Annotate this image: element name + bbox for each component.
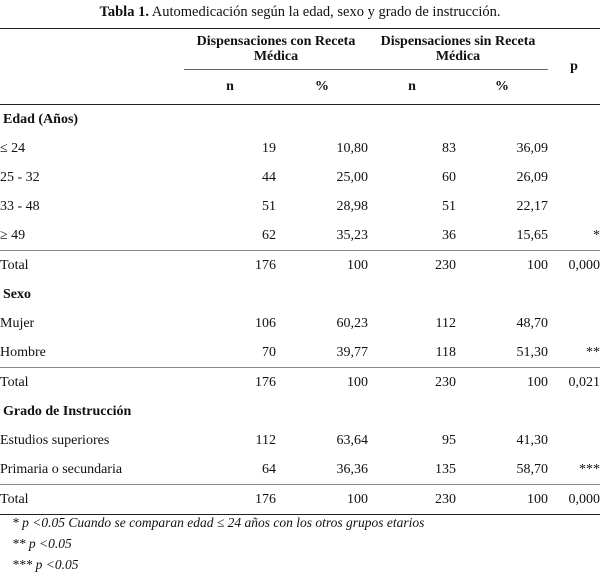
table-title-text: Automedicación según la edad, sexo y grado de instrucción.	[148, 4, 501, 20]
table-row	[0, 134, 600, 163]
table-title	[0, 4, 600, 21]
cell-n1: 112	[255, 432, 276, 448]
cell-n1: 176	[184, 368, 276, 398]
cell-pct2: 51,30	[516, 344, 548, 360]
cell-n1: 176	[184, 485, 276, 515]
table-title-label: Tabla 1.	[99, 4, 149, 20]
footnote-2: ** p <0.05	[12, 536, 72, 551]
cell-pct1: 63,64	[336, 432, 368, 448]
row-label: 33 - 48	[0, 198, 40, 214]
header-n1: n	[184, 70, 276, 105]
cell-pct2: 100	[456, 368, 548, 398]
footnote-1: * p <0.05 Cuando se comparan edad ≤ 24 años con los otros grupos etarios	[12, 515, 425, 530]
table-row-total	[0, 368, 600, 398]
cell-pct2: 41,30	[516, 432, 548, 448]
cell-p	[548, 426, 600, 455]
cell-n2: 112	[435, 315, 456, 331]
cell-p: *	[593, 227, 600, 243]
cell-n1: 44	[262, 169, 276, 185]
header-blank-2	[0, 70, 184, 105]
cell-p	[548, 134, 600, 163]
cell-p	[548, 163, 600, 192]
cell-pct1: 28,98	[336, 198, 368, 214]
row-label: Hombre	[0, 344, 46, 360]
row-label: ≤ 24	[0, 140, 26, 156]
cell-pct1: 100	[276, 251, 368, 281]
cell-n2: 230	[368, 368, 456, 398]
table-row	[0, 455, 600, 485]
cell-n1: 70	[262, 344, 276, 360]
cell-pct1: 100	[276, 368, 368, 398]
cell-pct2: 58,70	[516, 461, 548, 477]
section-title-instruccion: Grado de Instrucción	[3, 403, 132, 419]
section-title-sexo: Sexo	[3, 286, 31, 302]
header-n2: n	[368, 70, 456, 105]
cell-p: 0,000	[548, 251, 600, 281]
cell-pct2: 26,09	[516, 169, 548, 185]
cell-n1: 62	[262, 227, 276, 243]
cell-pct1: 100	[276, 485, 368, 515]
table-row	[0, 309, 600, 338]
table-footnotes	[12, 512, 597, 575]
table-row	[0, 192, 600, 221]
cell-n2: 230	[368, 251, 456, 281]
table-row-total	[0, 251, 600, 281]
table-row	[0, 338, 600, 368]
footnote-3: *** p <0.05	[12, 557, 79, 572]
cell-pct2: 22,17	[516, 198, 548, 214]
cell-n2: 230	[368, 485, 456, 515]
cell-n1: 64	[262, 461, 276, 477]
header-pct2: %	[456, 70, 548, 105]
cell-pct1: 10,80	[336, 140, 368, 156]
header-pct1: %	[276, 70, 368, 105]
section-title-edad: Edad (Años)	[3, 111, 79, 127]
cell-pct1: 39,77	[336, 344, 368, 360]
cell-n1: 19	[262, 140, 276, 156]
row-label: Mujer	[0, 315, 35, 331]
cell-p: 0,021	[548, 368, 600, 398]
cell-pct2: 100	[456, 251, 548, 281]
cell-p	[548, 192, 600, 221]
cell-pct2: 15,65	[516, 227, 548, 243]
cell-p: 0,000	[548, 485, 600, 515]
cell-pct2: 48,70	[516, 315, 548, 331]
cell-n2: 95	[442, 432, 456, 448]
cell-n1: 106	[255, 315, 276, 331]
cell-n2: 83	[442, 140, 456, 156]
cell-pct2: 100	[456, 485, 548, 515]
header-without-prescription: Dispensaciones sin Receta Médica	[368, 29, 548, 70]
data-table	[0, 28, 600, 515]
table-row	[0, 163, 600, 192]
cell-n2: 135	[435, 461, 456, 477]
row-label: Total	[0, 251, 184, 281]
table-row	[0, 221, 600, 251]
cell-pct1: 36,36	[336, 461, 368, 477]
row-label: Total	[0, 485, 184, 515]
cell-pct1: 35,23	[336, 227, 368, 243]
table-row-total	[0, 485, 600, 515]
cell-n2: 118	[435, 344, 456, 360]
table-row	[0, 426, 600, 455]
cell-p: ***	[579, 461, 600, 477]
cell-n2: 51	[442, 198, 456, 214]
cell-pct1: 60,23	[336, 315, 368, 331]
cell-n2: 60	[442, 169, 456, 185]
cell-p: **	[586, 344, 600, 360]
row-label: Estudios superiores	[0, 432, 110, 448]
row-label: Primaria o secundaria	[0, 461, 123, 477]
header-with-prescription: Dispensaciones con Receta Médica	[184, 29, 368, 70]
cell-n1: 51	[262, 198, 276, 214]
cell-n1: 176	[184, 251, 276, 281]
header-p: p	[548, 29, 600, 105]
row-label: 25 - 32	[0, 169, 40, 185]
row-label: ≥ 49	[0, 227, 26, 243]
cell-p	[548, 309, 600, 338]
header-blank	[0, 29, 184, 70]
table-body	[0, 105, 600, 515]
row-label: Total	[0, 368, 184, 398]
cell-pct1: 25,00	[336, 169, 368, 185]
cell-pct2: 36,09	[516, 140, 548, 156]
cell-n2: 36	[442, 227, 456, 243]
